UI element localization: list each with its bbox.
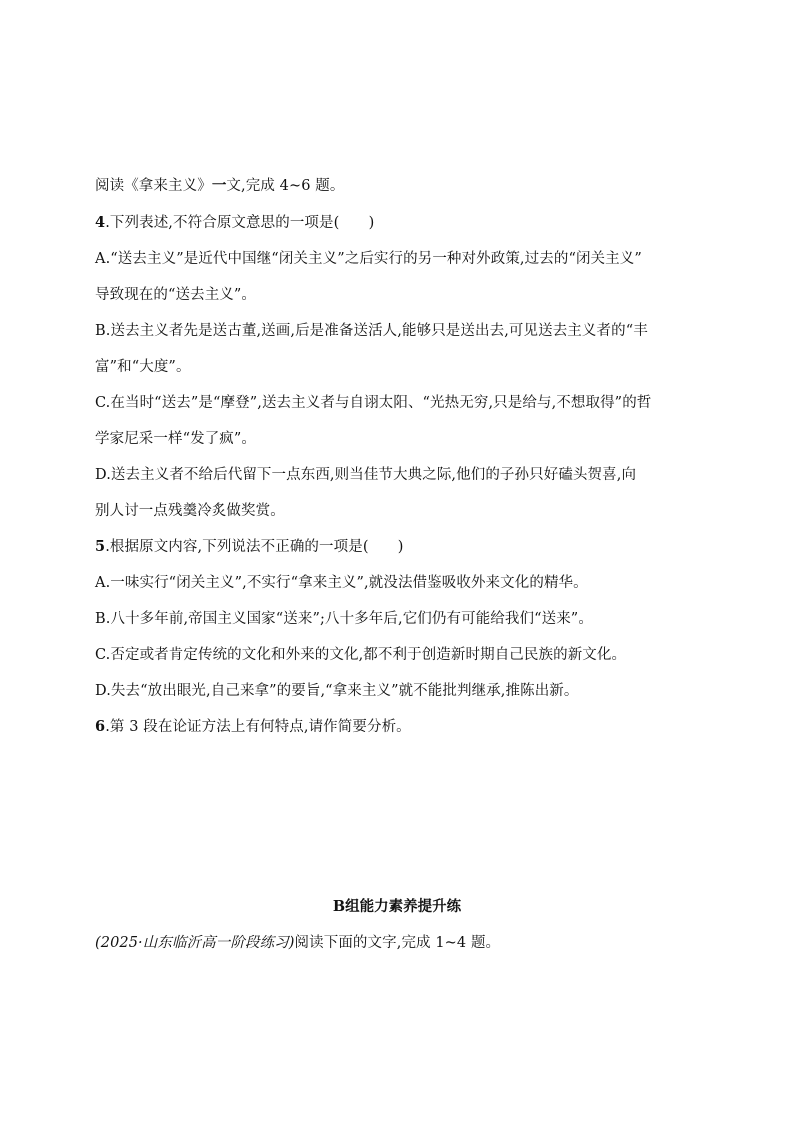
question-number: 4 (95, 214, 106, 231)
reading-intro (95, 177, 705, 195)
source-note: (2025·山东临沂高一阶段练习) (95, 935, 295, 951)
question-text: .第 3 段在论证方法上有何特点,请作简要分析。 (105, 719, 411, 735)
question-6-stem (95, 718, 705, 736)
intro-bold-char: 一 (211, 177, 227, 194)
q5-option-a: A.一味实行“闭关主义”,不实行“拿来主义”,就没法借鉴吸收外来文化的精华。 (95, 575, 588, 591)
q4-option-a-line1: A.“送去主义”是近代中国继“闭关主义”之后实行的另一种对外政策,过去的“闭关主义” (95, 251, 642, 267)
instruction-text: 阅读下面的文字,完成 1~4 题。 (294, 935, 501, 951)
q4-option-d-line2: 别人讨一点残羹冷炙做奖赏。 (95, 503, 285, 519)
section-b-instruction (95, 934, 705, 952)
question-5-stem (95, 538, 705, 556)
q5-option-c: C.否定或者肯定传统的文化和外来的文化,都不利于创造新时期自己民族的新文化。 (95, 647, 627, 663)
q4-option-a-line2: 导致现在的“送去主义”。 (95, 287, 257, 303)
question-4-stem (95, 214, 705, 232)
intro-text: 阅读《拿来主义》 (95, 178, 212, 194)
question-number: 6 (95, 718, 106, 735)
q4-option-c-line1: C.在当时“送去”是“摩登”,送去主义者与自诩太阳、“光热无穷,只是给与,不想取得”的哲 (95, 395, 652, 411)
question-text: .根据原文内容,下列说法不正确的一项是( ) (105, 539, 404, 555)
intro-text-end: 文,完成 4~6 题。 (226, 178, 345, 194)
question-text: .下列表述,不符合原文意思的一项是( ) (105, 215, 375, 231)
q4-option-b-line2: 富”和“大度”。 (95, 359, 191, 375)
q5-option-d: D.失去“放出眼光,自己来拿”的要旨,“拿来主义”就不能批判继承,推陈出新。 (95, 683, 579, 699)
q4-option-d-line1: D.送去主义者不给后代留下一点东西,则当佳节大典之际,他们的子孙只好磕头贺喜,向 (95, 467, 637, 483)
q4-option-b-line1: B.送去主义者先是送古董,送画,后是准备送活人,能够只是送出去,可见送去主义者的“丰 (95, 323, 648, 339)
q4-option-c-line2: 学家尼采一样“发了疯”。 (95, 431, 257, 447)
question-number: 5 (95, 538, 106, 555)
section-b-title: B组能力素养提升练 (332, 898, 462, 915)
q5-option-b: B.八十多年前,帝国主义国家“送来”;八十多年后,它们仍有可能给我们“送来”。 (95, 611, 593, 627)
